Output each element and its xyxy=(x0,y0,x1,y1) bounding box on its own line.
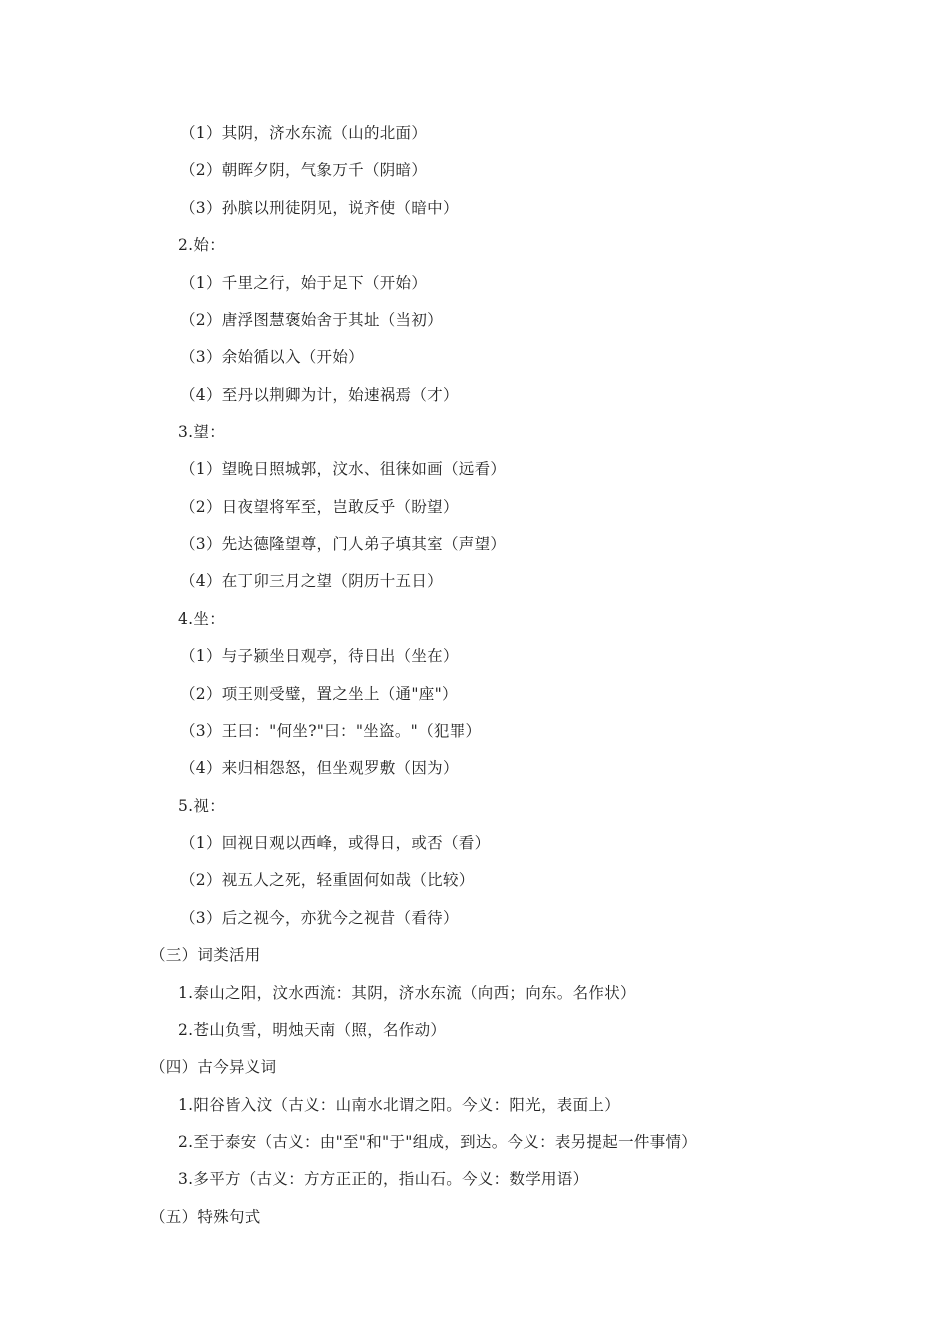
text-line: （1）其阴，济水东流（山的北面） xyxy=(180,124,428,142)
text-line: （1）千里之行，始于足下（开始） xyxy=(180,274,428,292)
text-line: 3.多平方（古义：方方正正的，指山石。今义：数学用语） xyxy=(178,1170,589,1188)
text-line: （4）至丹以荆卿为计，始速祸焉（才） xyxy=(180,386,459,404)
text-line: （1）与子颍坐日观亭，待日出（坐在） xyxy=(180,647,459,665)
text-line: （3）后之视今，亦犹今之视昔（看待） xyxy=(180,909,459,927)
section-heading: （三）词类活用 xyxy=(150,946,261,964)
text-line: （4）来归相怨怒，但坐观罗敷（因为） xyxy=(180,759,459,777)
text-line: （1）望晚日照城郭，汶水、徂徕如画（远看） xyxy=(180,460,507,478)
entry-heading: 4.坐： xyxy=(178,610,225,628)
text-line: （2）朝晖夕阴，气象万千（阴暗） xyxy=(180,161,428,179)
text-line: 1.泰山之阳，汶水西流：其阴，济水东流（向西；向东。名作状） xyxy=(178,984,636,1002)
section-heading: （五）特殊句式 xyxy=(150,1208,261,1226)
text-line: 2.至于泰安（古义：由"至"和"于"组成，到达。今义：表另提起一件事情） xyxy=(178,1133,698,1151)
text-line: 1.阳谷皆入汶（古义：山南水北谓之阳。今义：阳光，表面上） xyxy=(178,1096,620,1114)
text-line: （2）日夜望将军至，岂敢反乎（盼望） xyxy=(180,498,459,516)
text-line: （2）视五人之死，轻重固何如哉（比较） xyxy=(180,871,475,889)
entry-heading: 5.视： xyxy=(178,797,225,815)
section-heading: （四）古今异义词 xyxy=(150,1058,277,1076)
text-line: （3）孙膑以刑徒阴见，说齐使（暗中） xyxy=(180,199,459,217)
text-line: 2.苍山负雪，明烛天南（照，名作动） xyxy=(178,1021,447,1039)
text-line: （3）余始循以入（开始） xyxy=(180,348,364,366)
text-line: （3）王曰："何坐?"曰："坐盗。"（犯罪） xyxy=(180,722,482,740)
text-line: （3）先达德隆望尊，门人弟子填其室（声望） xyxy=(180,535,507,553)
text-line: （1）回视日观以西峰，或得日，或否（看） xyxy=(180,834,491,852)
entry-heading: 2.始： xyxy=(178,236,225,254)
text-line: （4）在丁卯三月之望（阴历十五日） xyxy=(180,572,443,590)
entry-heading: 3.望： xyxy=(178,423,225,441)
text-line: （2）项王则受璧，置之坐上（通"座"） xyxy=(180,685,458,703)
text-line: （2）唐浮图慧褒始舍于其址（当初） xyxy=(180,311,443,329)
